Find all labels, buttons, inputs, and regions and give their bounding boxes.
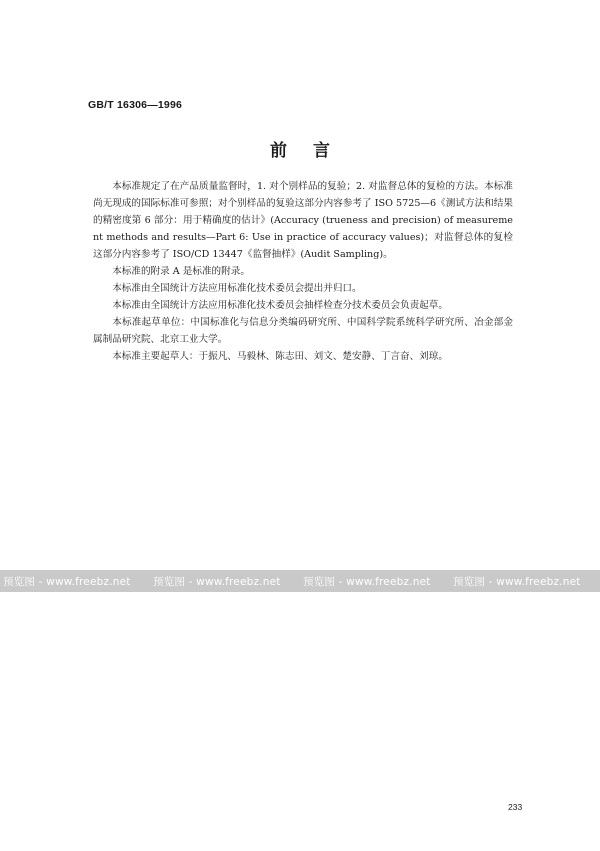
page-title [0,136,600,161]
paragraph-proposer: 本标准由全国统计方法应用标准化技术委员会提出并归口。 [112,283,362,294]
paragraph-drafting-units: 本标准起草单位：中国标准化与信息分类编码研究所、中国科学院系统科学研究所、冶金部金属制品研究院、北京工业大学。 [93,317,513,345]
page-number: 233 [508,802,523,812]
title-char-1: 前 [270,141,287,161]
watermark-text: 预览图 - www.freebz.net [153,575,281,588]
paragraph-appendix: 本标准的附录 A 是标准的附录。 [112,266,250,277]
standard-code: GB/T 16306—1996 [88,99,183,111]
watermark-text: 预览图 - www.freebz.net [303,575,431,588]
watermark-banner [0,570,600,592]
paragraph-drafters: 本标准主要起草人：于振凡、马毅林、陈志田、刘文、楚安静、丁言奋、刘琼。 [112,351,448,362]
paragraph-scope: 本标准规定了在产品质量监督时，1. 对个别样品的复验；2. 对监督总体的复检的方法。本标准尚无现成的国际标准可参照；对个别样品的复验这部分内容参考了 ISO 5725—6《测试方法和结果的精密度第 6 部分：用于精确度的估计》(Accuracy (trueness and precision) of measurement methods and results—Part 6: Use in practice of accuracy values)；对监督总体的复检这部分内容参考了 ISO/CD 13447《监督抽样》(Audit Sampling)。 [93,181,513,260]
foreword-body [93,178,513,365]
watermark-text: 预览图 - www.freebz.net [3,575,131,588]
paragraph-drafter: 本标准由全国统计方法应用标准化技术委员会抽样检查分技术委员会负责起草。 [112,300,448,311]
watermark-text: 预览图 - www.freebz.net [453,575,581,588]
title-char-2: 言 [313,141,330,161]
